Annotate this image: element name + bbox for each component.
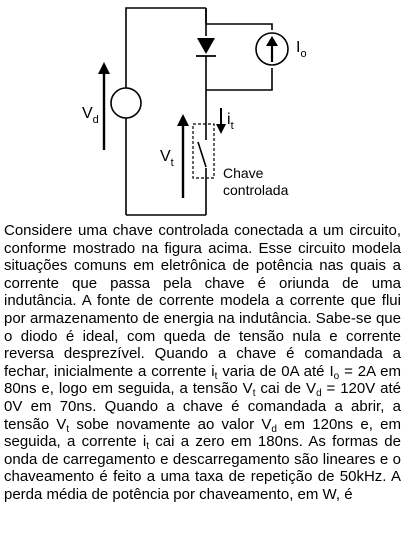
label-switch-line1: Chave bbox=[223, 165, 264, 181]
label-vd: $V_d$ bbox=[82, 105, 99, 126]
it-arrow bbox=[216, 108, 226, 134]
symbol-vt: $V_t$ bbox=[56, 415, 70, 435]
vt-arrow bbox=[177, 114, 189, 198]
label-it: $i_t$ bbox=[227, 111, 234, 132]
label-vt: $V_t$ bbox=[160, 148, 174, 169]
diode-icon bbox=[196, 38, 216, 56]
symbol-vd: $V_d$ bbox=[306, 380, 322, 400]
symbol-it: $i_t$ bbox=[142, 433, 150, 453]
wire-left bbox=[126, 8, 206, 88]
current-source bbox=[256, 33, 288, 65]
label-io: $I_o$ bbox=[296, 39, 307, 60]
vd-arrow bbox=[98, 62, 110, 150]
wire-cell-bottom bbox=[206, 68, 272, 90]
symbol-io: $I_o$ bbox=[329, 362, 340, 382]
symbol-it: $i_t$ bbox=[211, 362, 218, 382]
circuit-diagram bbox=[0, 0, 404, 222]
label-switch-line2: controlada bbox=[223, 182, 289, 198]
symbol-vt: $V_t$ bbox=[242, 380, 256, 400]
symbol-vd: $V_d$ bbox=[261, 415, 277, 435]
wire-cell bbox=[206, 8, 272, 30]
voltage-source bbox=[111, 88, 141, 118]
controlled-switch bbox=[193, 124, 214, 178]
question-text: Considere uma chave controlada conectada a um circuito, conforme mostrado na figura acima. Esse circuito modela situações comuns em eletrônica de potência nas quais a corrente que passa pela chave é oriunda de uma indutância. A fonte de corrente modela a corrente que flui por armazenamento de energia na indutância. Sabe-se que o diodo é ideal, com queda de tensão nula e corrente reversa desprezível. Quando a chave é comandada a fechar, inicialmente a corrente $i_t$ varia de 0A até $I_o = 2A$ em 80ns e, logo em seguida, a tensão $V_t$ cai de $V_d = 120V$ até 0V em 70ns. Quando a chave é comandada a abrir, a tensão $V_t$ sobe novamente ao valor $V_d$ em 120ns e, em seguida, a corrente $i_t$ cai a zero em 180ns. As formas de onda de carregamento e descarregamento são lineares e o chaveamento é feito a uma taxa de repetição de 50kHz. A perda média de potência por chaveamento, em W, é bbox=[4, 222, 401, 503]
